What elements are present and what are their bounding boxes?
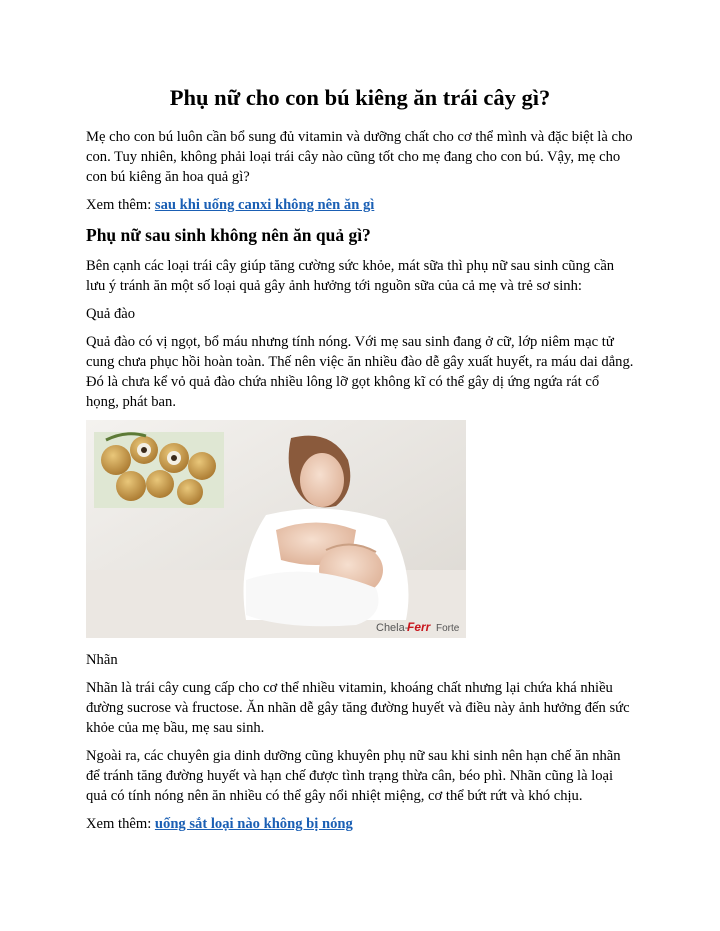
fruit-1-paragraph: Quả đào có vị ngọt, bổ máu nhưng tính nóng. Với mẹ sau sinh đang ở cữ, lớp niêm mạc tử cung chưa phục hồi hoàn toàn. Thế nên việc ăn nhiều đào dễ gây xuất huyết, ra máu dai dẳng. Đó là chưa kể vỏ quả đào chứa nhiều lông lỡ gọt không kĩ có thể gây dị ứng ngứa rát cổ họng, phát ban. [86,334,634,410]
see-also-prefix: Xem thêm: [86,197,155,213]
page-title: Phụ nữ cho con bú kiêng ăn trái cây gì? [169,85,551,110]
breastfeeding-photo [86,420,466,638]
brand-suffix: Forte [436,623,460,634]
brand-prefix: Chela- [376,622,409,634]
longan-fruit-inset [94,432,224,508]
fruit-1-name: Quả đào [86,306,136,322]
section-intro-paragraph: Bên cạnh các loại trái cây giúp tăng cường sức khỏe, mát sữa thì phụ nữ sau sinh cũng cần lưu ý tránh ăn một số loại quả gây ảnh hưởng tới nguồn sữa của cả mẹ và trẻ sơ sinh: [86,258,615,294]
intro-paragraph: Mẹ cho con bú luôn cần bổ sung đủ vitamin và dưỡng chất cho cơ thể mình và đặc biệt là cho con. Tuy nhiên, không phải loại trái cây nào cũng tốt cho mẹ đang cho con bú. Vậy, mẹ cho con bú kiêng ăn hoa quả gì? [86,129,633,185]
fruit-2-name: Nhãn [86,652,118,668]
fruit-2-paragraph: Nhãn là trái cây cung cấp cho cơ thể nhiều vitamin, khoáng chất nhưng lại chứa khá nhiều đường sucrose và fructose. Ăn nhãn dễ gây tăng đường huyết và điều này ảnh hưởng đến sức khỏe của mẹ bầu, mẹ sau sinh. [86,680,630,736]
see-also-2 [86,814,634,834]
fruit-2-advice-paragraph: Ngoài ra, các chuyên gia dinh dưỡng cũng khuyên phụ nữ sau khi sinh nên hạn chế ăn nhãn để tránh tăng đường huyết và hạn chế được tình trạng thừa cân, béo phì. Nhãn cũng là loại quả có tính nóng nên ăn nhiều có thể gây nổi nhiệt miệng, cơ thể bứt rứt và khó chịu. [86,748,621,804]
brand-main: Ferr [407,620,431,634]
see-also-prefix: Xem thêm: [86,816,155,832]
section-heading: Phụ nữ sau sinh không nên ăn quả gì? [86,225,371,245]
brand-watermark [376,620,460,634]
see-also-link-canxi[interactable]: sau khi uống canxi không nên ăn gì [154,197,375,213]
see-also-link-sat[interactable]: uống sắt loại nào không bị nóng [154,816,353,832]
see-also-1 [86,195,634,215]
photo-illustration [86,420,466,638]
